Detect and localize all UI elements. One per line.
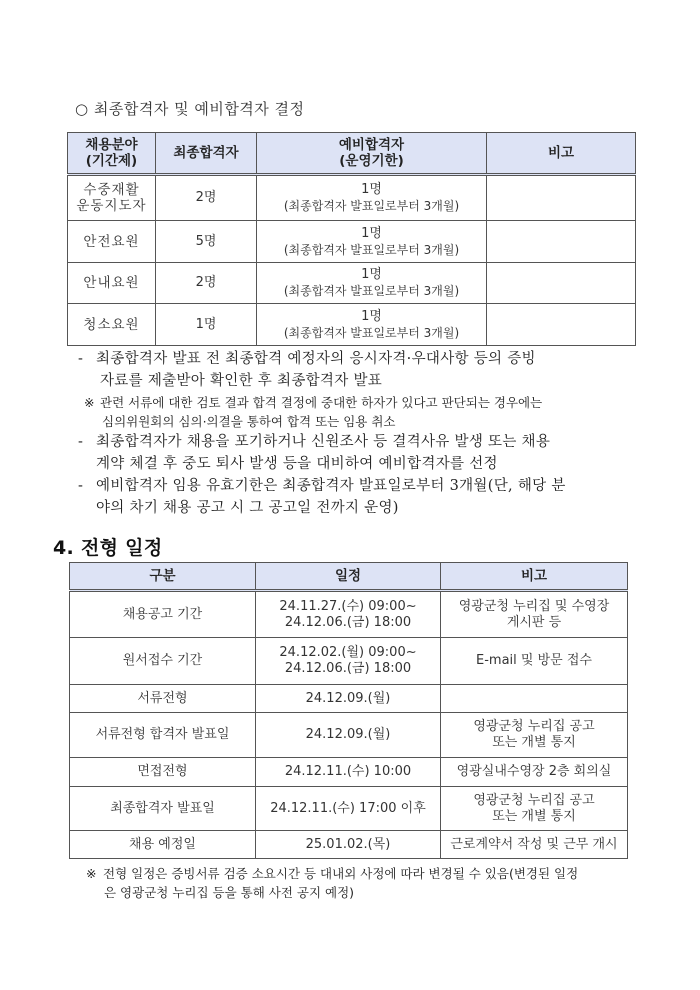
cell-schedule xyxy=(256,831,441,859)
cell-stage: 채용 예정일 xyxy=(70,831,256,859)
cell-text: 1명 xyxy=(361,267,382,282)
cell-stage: 면접전형 xyxy=(70,758,256,787)
note-marker: ※ xyxy=(86,866,97,881)
header-text: 예비합격자 xyxy=(338,137,405,153)
cell-note xyxy=(441,638,628,685)
cell-field xyxy=(68,263,156,304)
cell-note xyxy=(441,591,628,638)
cell-note xyxy=(441,713,628,758)
cell-text: 청소요원 xyxy=(83,316,140,333)
header-text: (기간제) xyxy=(85,153,138,169)
cell-schedule xyxy=(256,685,441,713)
schedule-footnote xyxy=(86,864,656,902)
cell-reserve xyxy=(257,304,487,346)
bullet-text: 자료를 제출받아 확인한 후 최종합격자 발표 xyxy=(100,373,383,389)
table-row xyxy=(68,221,636,263)
cell-text: 24.12.02.(월) 09:00~ xyxy=(279,645,417,660)
cell-text: 영광실내수영장 2층 회의실 xyxy=(456,764,612,779)
cell-note xyxy=(487,263,636,304)
cell-text: 영광군청 누리집 및 수영장 xyxy=(458,598,610,614)
cell-final: 5명 xyxy=(156,221,257,263)
section-heading: 4. 전형 일정 xyxy=(53,537,163,559)
cell-final: 1명 xyxy=(156,304,257,346)
bullet-item xyxy=(78,348,648,392)
cell-text: 24.12.11.(수) 10:00 xyxy=(284,764,412,779)
note-text: 관련 서류에 대한 검토 결과 합격 결정에 중대한 하자가 있다고 판단되는 경우에는 xyxy=(100,395,543,410)
cell-text: 24.12.09.(월) xyxy=(305,727,391,742)
cell-note xyxy=(441,685,628,713)
table-header-row xyxy=(68,133,636,175)
cell-text: 24.11.27.(수) 09:00~ xyxy=(279,598,417,614)
cell-note xyxy=(487,304,636,346)
cell-schedule xyxy=(256,713,441,758)
cell-text: 안내요원 xyxy=(83,275,140,291)
table-row xyxy=(70,638,628,685)
note-marker: ※ xyxy=(84,395,95,410)
cell-text: 수중재활 xyxy=(83,182,140,198)
cell-note xyxy=(441,831,628,859)
bullet-marker: - xyxy=(78,434,84,450)
note-text: 은 영광군청 누리집 등을 통해 사전 공지 예정) xyxy=(104,885,355,900)
cell-text: 24.12.06.(금) 18:00 xyxy=(284,614,412,630)
table-row xyxy=(70,787,628,831)
cell-stage: 원서접수 기간 xyxy=(70,638,256,685)
header-final xyxy=(156,133,257,175)
cell-field xyxy=(68,221,156,263)
note-text: 전형 일정은 증빙서류 검증 소요시간 등 대내외 사정에 따라 변경될 수 있음(변경된 일정 xyxy=(103,866,579,881)
cell-text: 1명 xyxy=(361,225,382,241)
cell-stage: 서류전형 xyxy=(70,685,256,713)
table-row xyxy=(70,758,628,787)
cell-text: (최종합격자 발표일로부터 3개월) xyxy=(283,242,460,257)
header-field xyxy=(68,133,156,175)
cell-stage: 채용공고 기간 xyxy=(70,591,256,638)
cell-text: 영광군청 누리집 공고 xyxy=(473,719,595,734)
cell-text: 1명 xyxy=(361,182,382,197)
cell-stage: 서류전형 합격자 발표일 xyxy=(70,713,256,758)
schedule-table xyxy=(69,562,628,859)
cell-note xyxy=(487,221,636,263)
cell-text: 24.12.11.(수) 17:00 이후 xyxy=(270,800,426,816)
cell-text: (최종합격자 발표일로부터 3개월) xyxy=(283,199,460,213)
header-text: 채용분야 xyxy=(85,137,138,153)
cell-field xyxy=(68,175,156,221)
header-schedule: 일정 xyxy=(256,563,441,591)
cell-reserve xyxy=(257,263,487,304)
cell-text: 24.12.06.(금) 18:00 xyxy=(284,661,412,676)
cell-text: 운동지도자 xyxy=(76,198,147,214)
table-row xyxy=(70,713,628,758)
header-text: 최종합격자 xyxy=(173,145,239,161)
bullet-text: 예비합격자 임용 유효기한은 최종합격자 발표일로부터 3개월(단, 해당 분 xyxy=(96,478,566,494)
table-header-row xyxy=(70,563,628,591)
cell-final: 2명 xyxy=(156,263,257,304)
bullet-marker: - xyxy=(78,351,84,367)
subheading-selection: ○ 최종합격자 및 예비합격자 결정 xyxy=(75,100,305,118)
cell-note xyxy=(441,787,628,831)
header-note: 비고 xyxy=(441,563,628,591)
cell-note xyxy=(487,175,636,221)
header-text: (운영기한) xyxy=(339,153,404,169)
cell-stage: 최종합격자 발표일 xyxy=(70,787,256,831)
cell-text: E-mail 및 방문 접수 xyxy=(476,653,592,668)
cell-text: (최종합격자 발표일로부터 3개월) xyxy=(283,284,460,298)
header-text: 비고 xyxy=(547,145,575,161)
bullet-text: 최종합격자가 채용을 포기하거나 신원조사 등 결격사유 발생 또는 채용 xyxy=(96,434,551,450)
cell-text: 근로계약서 작성 및 근무 개시 xyxy=(450,836,618,852)
cell-field xyxy=(68,304,156,346)
cell-reserve xyxy=(257,221,487,263)
cell-text: 또는 개별 통지 xyxy=(492,808,576,824)
cell-schedule xyxy=(256,787,441,831)
table-row xyxy=(68,263,636,304)
cell-schedule xyxy=(256,758,441,787)
note-text: 심의위원회의 심의·의결을 통하여 합격 또는 임용 취소 xyxy=(102,414,396,429)
cell-text: 영광군청 누리집 공고 xyxy=(473,792,595,808)
bullet-item xyxy=(78,431,648,475)
cell-final: 2명 xyxy=(156,175,257,221)
note-item xyxy=(84,393,654,431)
header-reserve xyxy=(257,133,487,175)
cell-text: 25.01.02.(목) xyxy=(305,836,391,852)
cell-reserve xyxy=(257,175,487,221)
bullet-item xyxy=(78,475,648,519)
cell-schedule xyxy=(256,591,441,638)
cell-text: 게시판 등 xyxy=(506,614,562,630)
table-row xyxy=(68,175,636,221)
header-note xyxy=(487,133,636,175)
cell-note xyxy=(441,758,628,787)
cell-text: 24.12.09.(월) xyxy=(305,690,391,706)
table-row xyxy=(68,304,636,346)
header-stage: 구분 xyxy=(70,563,256,591)
bullet-text: 최종합격자 발표 전 최종합격 예정자의 응시자격·우대사항 등의 증빙 xyxy=(96,351,536,367)
cell-schedule xyxy=(256,638,441,685)
cell-text: 또는 개별 통지 xyxy=(492,735,576,750)
bullet-text: 계약 체결 후 중도 퇴사 발생 등을 대비하여 예비합격자를 선정 xyxy=(96,456,498,472)
cell-text: 안전요원 xyxy=(83,233,140,250)
bullet-text: 야의 차기 채용 공고 시 그 공고일 전까지 운영) xyxy=(96,500,399,516)
table-row xyxy=(70,831,628,859)
cell-text: 1명 xyxy=(361,308,382,324)
bullet-marker: - xyxy=(78,478,84,494)
table-row xyxy=(70,685,628,713)
table-row xyxy=(70,591,628,638)
selection-table xyxy=(67,132,636,346)
cell-text: (최종합격자 발표일로부터 3개월) xyxy=(283,325,460,340)
